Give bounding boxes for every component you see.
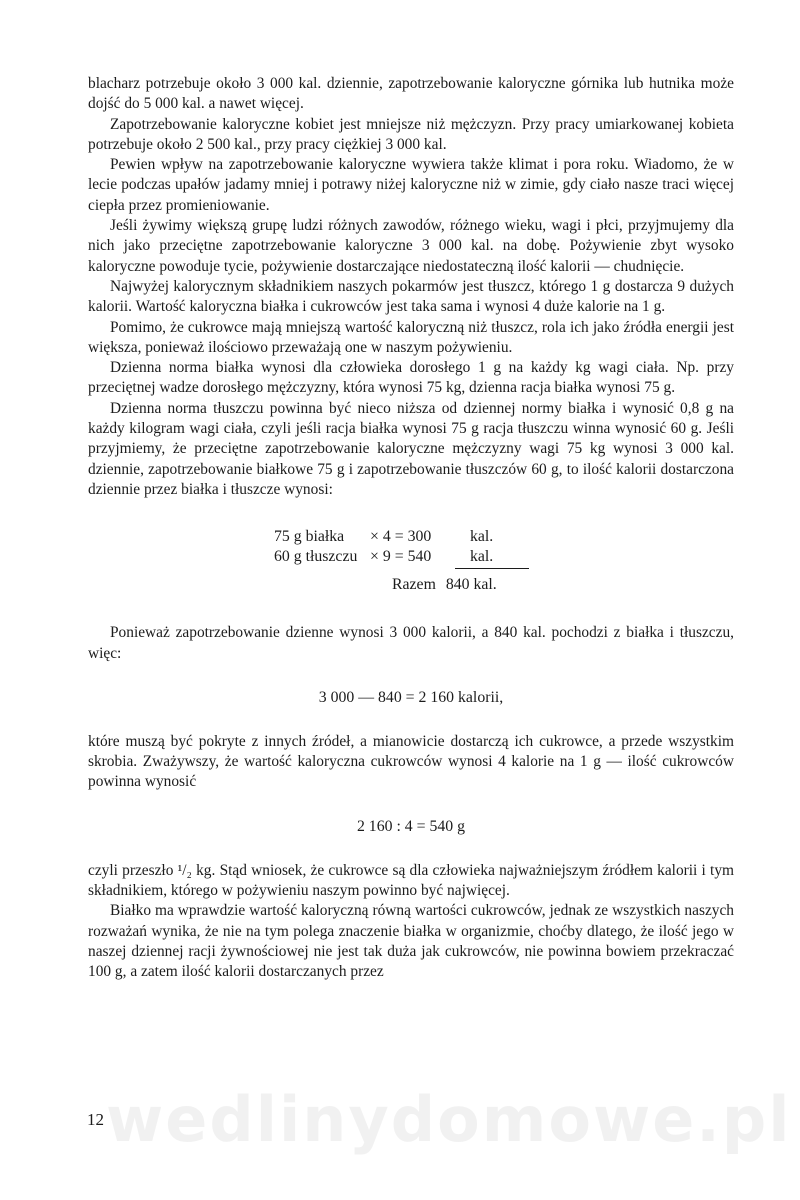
paragraphs-bottom	[88, 861, 734, 983]
paragraph: Białko ma wprawdzie wartość kaloryczną równą wartości cukrowców, jednak ze wszystkich naszych rozważań wynika, że nie na tym polega znaczenie białka w organizmie, choćby dlatego, że ilość jego w naszej dziennej racji żywnościowej nie jest tak duża jak cukrowców, nie powinna bowiem przekraczać 100 g, a zatem ilość kalorii dostarczanych przez	[88, 902, 734, 981]
paragraph: Zapotrzebowanie kaloryczne kobiet jest mniejsze niż mężczyzn. Przy pracy umiarkowanej kobieta potrzebuje około 2 500 kal., przy pracy ciężkiej 3 000 kal.	[88, 115, 734, 153]
paragraph: Ponieważ zapotrzebowanie dzienne wynosi 3 000 kalorii, a 840 kal. pochodzi z białka i tłuszczu, więc:	[88, 624, 734, 662]
paragraph: Najwyżej kalorycznym składnikiem naszych pokarmów jest tłuszcz, którego 1 g dostarcza 9 dużych kalorii. Wartość kaloryczna białka i cukrowców jest taka sama i wynosi 4 duże kalorie na 1 g.	[88, 277, 734, 316]
paragraph: Dzienna norma tłuszczu powinna być nieco niższa od dziennej normy białka i wynosić 0,8 g na każdy kilogram wagi ciała, czyli jeśli racja białka wynosi 75 g racja tłuszczu winna wynosić 60 g. Jeśli przyjmiemy, że przeciętne zapotrzebowanie kaloryczne mężczyzny wagi 75 kg wynosi 3 000 kal. dziennie, zapotrzebowanie białkowe 75 g i zapotrzebowanie tłuszczów 60 g, to ilość kalorii dostarczona dziennie przez białka i tłuszcze wynosi:	[88, 399, 734, 498]
calc-unit: kal.	[469, 548, 494, 566]
calorie-calculation	[88, 527, 734, 623]
formula-carbohydrates: 2 160 : 4 = 540 g	[356, 817, 466, 835]
sum-rule	[455, 568, 529, 569]
calc-row-protein	[274, 527, 493, 548]
total-label: Razem	[392, 576, 436, 594]
calc-row-fat	[274, 547, 493, 568]
calc-total	[392, 575, 497, 596]
paragraph: czyli przeszło ¹/₂ kg. Stąd wniosek, że cukrowce są dla człowieka najważniejszym źródłem kalorii i tym składnikiem, którego w pożywieniu naszym powinno być najwięcej.	[88, 861, 734, 900]
calc-item: 75 g białka	[274, 528, 345, 546]
paragraph: Jeśli żywimy większą grupę ludzi różnych zawodów, różnego wieku, wagi i płci, przyjmujemy dla nich jako przeciętne zapotrzebowanie kaloryczne 3 000 kal. na dobę. Pożywienie zbyt wysoko kaloryczne powoduje tycie, pożywienie dostarczające niedostateczną ilość kalorii — chudnięcie.	[88, 217, 734, 275]
watermark: wedlinydomowe.pl	[106, 1083, 792, 1156]
paragraph: które muszą być pokryte z innych źródeł, a mianowicie dostarczą ich cukrowce, a przede wszystkim skrobia. Zważywszy, że wartość kaloryczna cukrowców wynosi 4 kalorie na 1 g — ilość cukrowców powinna wynosić	[88, 732, 734, 791]
calc-operation: × 9 = 540	[370, 548, 432, 566]
page-body	[88, 74, 734, 983]
paragraphs-top	[88, 74, 734, 500]
paragraph: Pewien wpływ na zapotrzebowanie kaloryczne wywiera także klimat i pora roku. Wiadomo, że w lecie podczas upałów jadamy mniej i potrawy niżej kaloryczne niż w zimie, gdy ciało nasze traci więcej ciepła przez promieniowanie.	[88, 156, 734, 214]
calc-unit: kal.	[469, 528, 494, 546]
total-value: 840 kal.	[445, 576, 497, 594]
paragraph: Pomimo, że cukrowce mają mniejszą wartość kaloryczną niż tłuszcz, rola ich jako źródła energii jest większa, ponieważ ilościowo przeważają one w naszym pożywieniu.	[88, 318, 734, 356]
page-number: 12	[87, 1110, 104, 1129]
calc-item: 60 g tłuszczu	[274, 548, 358, 566]
calc-operation: × 4 = 300	[370, 528, 432, 546]
paragraph: blacharz potrzebuje około 3 000 kal. dziennie, zapotrzebowanie kaloryczne górnika lub hutnika może dojść do 5 000 kal. a nawet więcej.	[88, 75, 734, 113]
formula-remaining-calories: 3 000 — 840 = 2 160 kalorii,	[318, 688, 504, 706]
paragraph: Dzienna norma białka wynosi dla człowieka dorosłego 1 g na każdy kg wagi ciała. Np. przy przeciętnej wadze dorosłego mężczyzny, która wynosi 75 kg, dzienna racja białka wynosi 75 g.	[88, 359, 734, 397]
